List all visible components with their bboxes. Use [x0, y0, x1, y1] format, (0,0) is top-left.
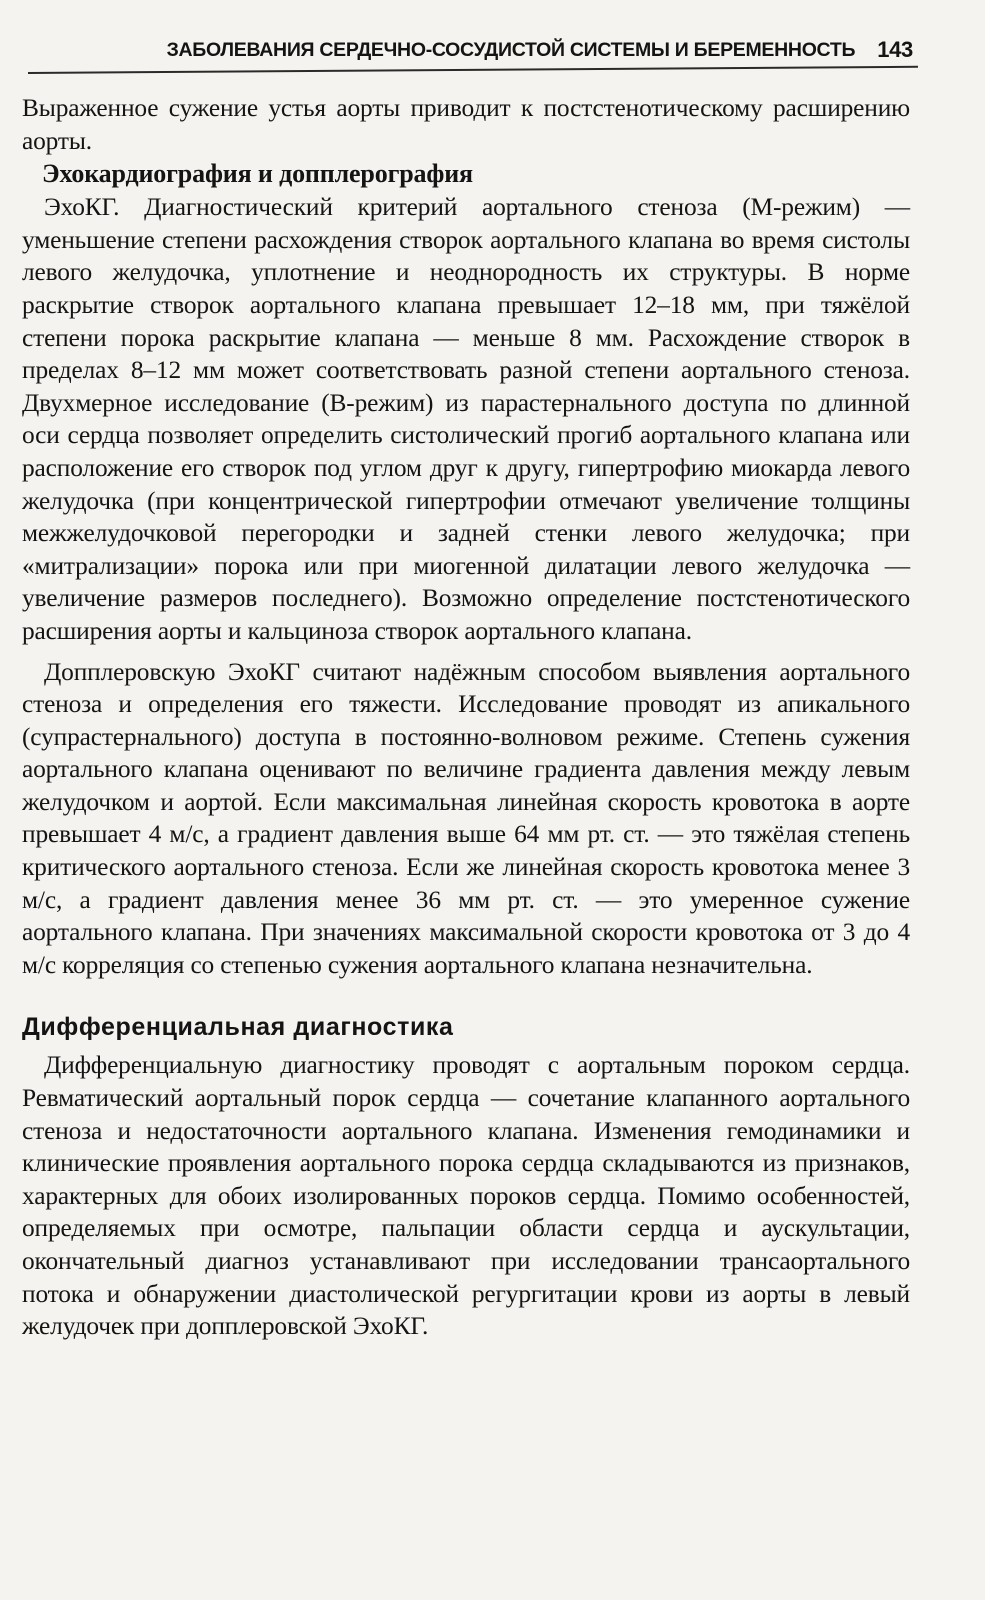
running-title: ЗАБОЛЕВАНИЯ СЕРДЕЧНО-СОСУДИСТОЙ СИСТЕМЫ И БЕРЕМЕННОСТЬ	[166, 38, 856, 61]
running-header	[166, 34, 913, 66]
paragraph-echocg: ЭхоКГ. Диагностический критерий аортального стеноза (М-режим) — уменьшение степени расхождения створок аортального клапана во время систолы левого желудочка, уплотнение и неоднородность их структуры. В норме раскрытие створок аортального клапана превышает 12–18 мм, при тяжёлой степени порока раскрытие клапана — меньше 8 мм. Расхождение створок в пределах 8–12 мм может соответствовать разной степени аортального стеноза. Двухмерное исследование (В-режим) из парастернального доступа по длинной оси сердца позволяет определить систолический прогиб аортального клапана или расположение его створок под углом друг к другу, гипертрофию миокарда левого желудочка (при концентрической гипертрофии отмечают увеличение толщины межжелудочковой перегородки и задней стенки левого желудочка; при «митрализации» порока или при миогенной дилатации левого желудочка — увеличение размеров последнего). Возможно определение постстенотического расширения аорты и кальциноза створок аортального клапана.	[22, 193, 910, 645]
paragraph-differential: Дифференциальную диагностику проводят с аортальным пороком сердца. Ревматический аортальный порок сердца — сочетание клапанного аортального стеноза и недостаточности аортального клапана. Изменения гемодинамики и клинические проявления аортального порока сердца складываются из признаков, характерных для обоих изолированных пороков сердца. Помимо особенностей, определяемых при осмотре, пальпации области сердца и аускультации, окончательный диагноз устанавливают при исследовании трансаортального потока и обнаружении диастолической регургитации крови из аорты в левый желудочек при допплеровской ЭхоКГ.	[22, 1051, 910, 1341]
paragraph-doppler: Допплеровскую ЭхоКГ считают надёжным способом выявления аортального стеноза и определения его тяжести. Исследование проводят из апикального (супрастернального) доступа в постоянно-волновом режиме. Степень сужения аортального клапана оценивают по величине градиента давления между левым желудочком и аортой. Если максимальная линейная скорость кровотока в аорте превышает 4 м/с, а градиент давления выше 64 мм рт. ст. — это тяжёлая степень критического аортального стеноза. Если же линейная скорость кровотока менее 3 м/с, а градиент давления менее 36 мм рт. ст. — это умеренное сужение аортального клапана. При значениях максимальной скорости кровотока от 3 до 4 м/с корреляция со степенью сужения аортального клапана незначительна.	[22, 657, 910, 979]
page-number: 143	[877, 37, 913, 62]
paragraph-aortic-dilation: Выраженное сужение устья аорты приводит к постстенотическому расширению аорты.	[22, 94, 910, 155]
page-content	[22, 92, 910, 1343]
header-rule	[28, 66, 918, 74]
section-heading-differential-diagnosis: Дифференциальная диагностика	[22, 1013, 454, 1042]
paragraph-gap	[22, 648, 910, 656]
subheading-echocardiography: Эхокардиография и допплерография	[42, 159, 473, 189]
